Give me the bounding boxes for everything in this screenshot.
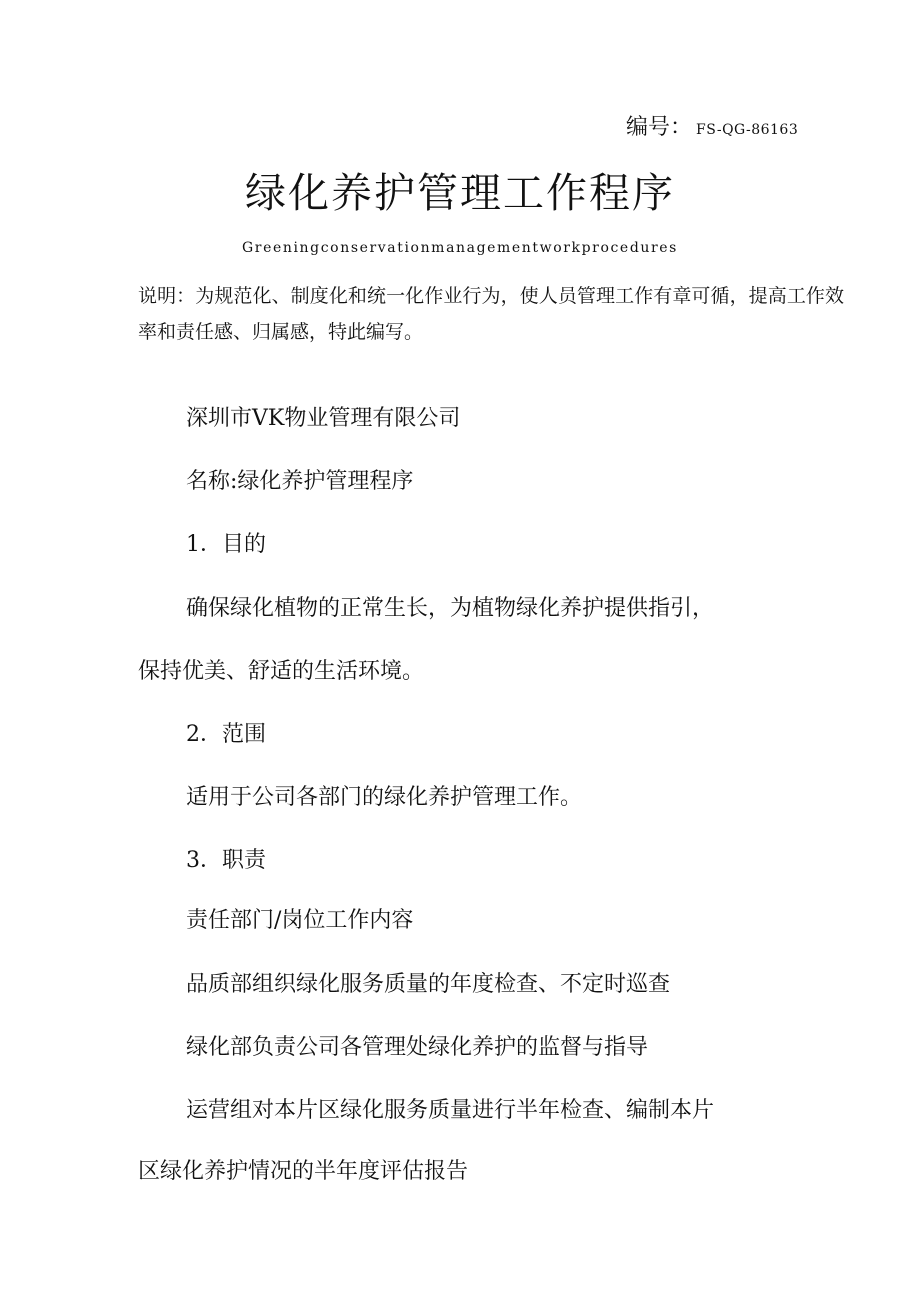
explanation-note: 说明：为规范化、制度化和统一化作业行为，使人员管理工作有章可循，提高工作效率和责任感、归属感，特此编写。: [138, 285, 844, 343]
section-3-row-operations-line-1: 运营组对本片区绿化服务质量进行半年检查、编制本片: [186, 1098, 715, 1123]
section-3-row-operations-line-2: 区绿化养护情况的半年度评估报告: [138, 1159, 469, 1184]
document-number-code: FS-QG-86163: [696, 122, 799, 138]
section-3-row-quality: 品质部组织绿化服务质量的年度检查、不定时巡查: [186, 972, 671, 997]
section-3-row-greening: 绿化部负责公司各管理处绿化养护的监督与指导: [186, 1035, 649, 1060]
section-2-heading: 2．范围: [186, 722, 266, 747]
procedure-name: 名称:绿化养护管理程序: [186, 469, 414, 494]
document-title: 绿化养护管理工作程序: [245, 169, 675, 217]
section-1-heading: 1．目的: [186, 532, 266, 557]
section-2-text: 适用于公司各部门的绿化养护管理工作。: [186, 785, 583, 810]
document-number: [626, 110, 798, 141]
section-1-text-line-1: 确保绿化植物的正常生长，为植物绿化养护提供指引，: [186, 596, 715, 621]
document-subtitle: Greeningconservationmanagementworkprocedures: [242, 240, 678, 256]
section-3-heading: 3．职责: [186, 848, 266, 873]
section-1-text-line-2: 保持优美、舒适的生活环境。: [138, 659, 425, 684]
company-name: 深圳市VK物业管理有限公司: [186, 406, 461, 431]
section-3-header-row: 责任部门/岗位工作内容: [186, 908, 414, 933]
document-number-label: 编号：: [626, 115, 693, 140]
